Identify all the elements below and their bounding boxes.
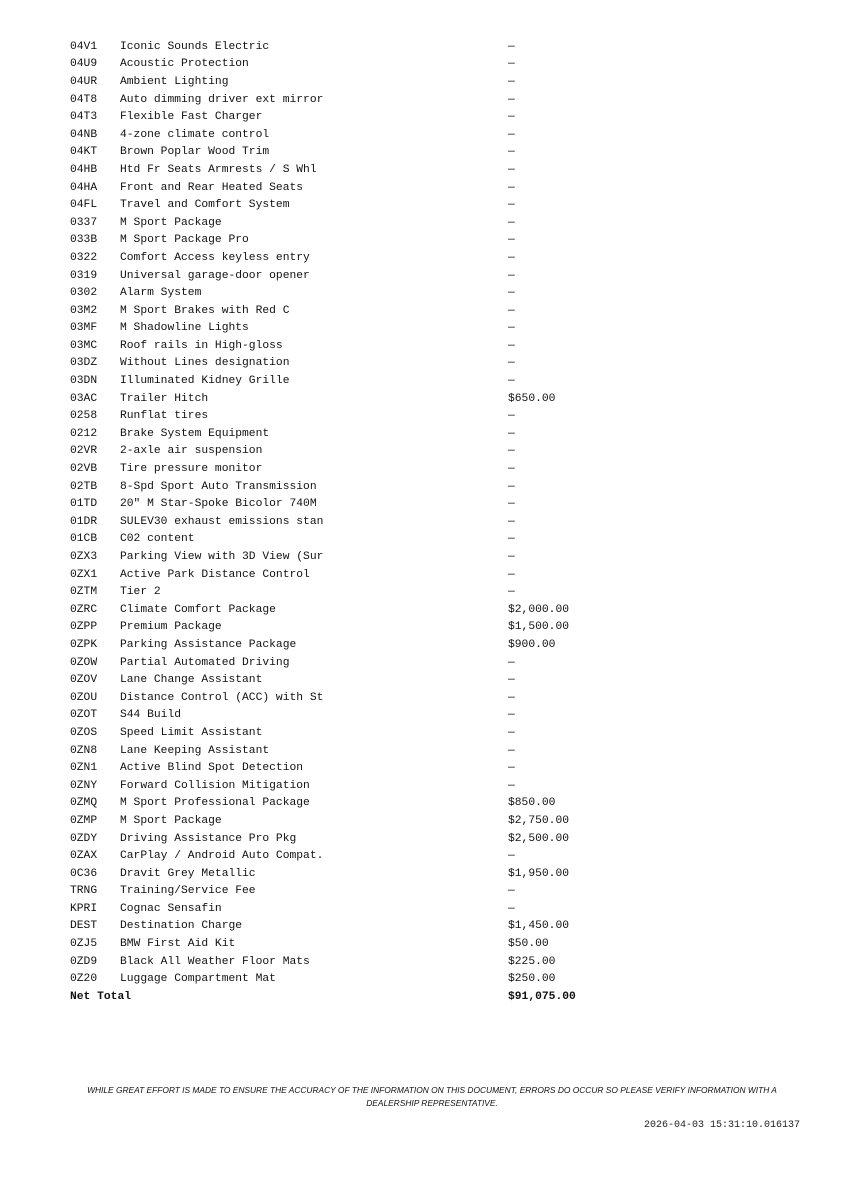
option-price: — bbox=[508, 75, 515, 88]
option-description: Travel and Comfort System bbox=[120, 199, 290, 212]
option-description: Parking View with 3D View (Sur bbox=[120, 551, 324, 564]
option-code: 04T3 bbox=[70, 111, 98, 124]
option-description: 4-zone climate control bbox=[120, 128, 270, 141]
option-code: 0ZPK bbox=[70, 638, 98, 651]
option-row bbox=[70, 812, 628, 830]
disclaimer-text: WHILE GREAT EFFORT IS MADE TO ENSURE THE ACCURACY OF THE INFORMATION ON THIS DOCUMENT, ERRORS DO OCCUR SO PLEASE VERIFY INFORMATION WITH A DEALERSHIP REPRESENTATIVE. bbox=[87, 1085, 777, 1108]
option-price: $900.00 bbox=[508, 638, 556, 651]
option-code: 0302 bbox=[70, 287, 98, 300]
option-row bbox=[70, 144, 628, 162]
option-price: — bbox=[508, 885, 515, 898]
option-row bbox=[70, 724, 628, 742]
option-description: C02 content bbox=[120, 533, 195, 546]
option-code: 0ZOS bbox=[70, 726, 98, 739]
option-row bbox=[70, 232, 628, 250]
net-total-row bbox=[70, 988, 628, 1006]
option-code: 01CB bbox=[70, 533, 98, 546]
option-code: 0319 bbox=[70, 269, 98, 282]
option-description: Climate Comfort Package bbox=[120, 603, 276, 616]
option-description: M Sport Professional Package bbox=[120, 797, 310, 810]
option-description: 8-Spd Sport Auto Transmission bbox=[120, 480, 317, 493]
option-description: Active Blind Spot Detection bbox=[120, 762, 304, 775]
option-price: — bbox=[508, 850, 515, 863]
option-code: 03MC bbox=[70, 339, 98, 352]
option-code: 02TB bbox=[70, 480, 98, 493]
option-price: — bbox=[508, 463, 515, 476]
option-price: — bbox=[508, 251, 515, 264]
option-price: — bbox=[508, 181, 515, 194]
option-row bbox=[70, 460, 628, 478]
option-price: — bbox=[508, 726, 515, 739]
option-description: M Sport Brakes with Red C bbox=[120, 304, 290, 317]
option-code: DEST bbox=[70, 920, 98, 933]
option-row bbox=[70, 865, 628, 883]
option-description: Destination Charge bbox=[120, 920, 243, 933]
option-price: $2,500.00 bbox=[508, 832, 570, 845]
option-row bbox=[70, 636, 628, 654]
option-code: 03MF bbox=[70, 322, 98, 335]
option-code: 0ZN1 bbox=[70, 762, 98, 775]
option-code: KPRI bbox=[70, 902, 98, 915]
option-row bbox=[70, 108, 628, 126]
option-row bbox=[70, 355, 628, 373]
option-price: — bbox=[508, 304, 515, 317]
option-description: Parking Assistance Package bbox=[120, 638, 297, 651]
option-price: — bbox=[508, 269, 515, 282]
option-code: 0ZMQ bbox=[70, 797, 98, 810]
option-price: — bbox=[508, 427, 515, 440]
option-description: Auto dimming driver ext mirror bbox=[120, 93, 324, 106]
option-code: 0322 bbox=[70, 251, 98, 264]
option-code: 0212 bbox=[70, 427, 98, 440]
option-code: 0ZTM bbox=[70, 586, 98, 599]
option-row bbox=[70, 267, 628, 285]
option-code: 03M2 bbox=[70, 304, 98, 317]
option-price: — bbox=[508, 93, 515, 106]
option-description: Driving Assistance Pro Pkg bbox=[120, 832, 297, 845]
option-code: 04UR bbox=[70, 75, 98, 88]
option-description: Comfort Access keyless entry bbox=[120, 251, 310, 264]
option-row bbox=[70, 970, 628, 988]
option-code: 03DZ bbox=[70, 357, 98, 370]
option-price: $2,750.00 bbox=[508, 814, 570, 827]
option-description: Without Lines designation bbox=[120, 357, 290, 370]
option-code: 0ZMP bbox=[70, 814, 98, 827]
option-row bbox=[70, 126, 628, 144]
option-row bbox=[70, 73, 628, 91]
option-row bbox=[70, 91, 628, 109]
option-code: 0ZPP bbox=[70, 621, 98, 634]
option-row bbox=[70, 900, 628, 918]
option-code: 03DN bbox=[70, 375, 98, 388]
option-row bbox=[70, 759, 628, 777]
option-description: 20" M Star-Spoke Bicolor 740M bbox=[120, 498, 317, 511]
option-code: 0ZOU bbox=[70, 691, 98, 704]
option-code: 04NB bbox=[70, 128, 98, 141]
option-code: 02VB bbox=[70, 463, 98, 476]
option-row bbox=[70, 566, 628, 584]
option-price: $1,450.00 bbox=[508, 920, 570, 933]
option-row bbox=[70, 883, 628, 901]
option-row bbox=[70, 320, 628, 338]
option-row bbox=[70, 918, 628, 936]
option-row bbox=[70, 56, 628, 74]
option-description: Cognac Sensafin bbox=[120, 902, 222, 915]
print-timestamp: 2026-04-03 15:31:10.016137 bbox=[643, 1120, 800, 1131]
option-row bbox=[70, 583, 628, 601]
option-row bbox=[70, 830, 628, 848]
option-description: 2-axle air suspension bbox=[120, 445, 263, 458]
option-row bbox=[70, 38, 628, 56]
option-description: Alarm System bbox=[120, 287, 202, 300]
options-table-body bbox=[70, 38, 628, 988]
option-description: Brown Poplar Wood Trim bbox=[120, 146, 270, 159]
option-row bbox=[70, 372, 628, 390]
option-code: 0ZOW bbox=[70, 656, 98, 669]
option-code: TRNG bbox=[70, 885, 98, 898]
option-price: — bbox=[508, 709, 515, 722]
option-description: Trailer Hitch bbox=[120, 392, 209, 405]
option-price: — bbox=[508, 779, 515, 792]
option-row bbox=[70, 935, 628, 953]
option-price: $225.00 bbox=[508, 955, 556, 968]
option-description: Premium Package bbox=[120, 621, 222, 634]
net-total-label: Net Total bbox=[70, 990, 132, 1003]
option-description: M Sport Package Pro bbox=[120, 234, 249, 247]
option-description: S44 Build bbox=[120, 709, 182, 722]
option-row bbox=[70, 179, 628, 197]
option-price: — bbox=[508, 287, 515, 300]
option-price: — bbox=[508, 744, 515, 757]
option-description: Ambient Lighting bbox=[120, 75, 229, 88]
option-code: 04HB bbox=[70, 163, 98, 176]
option-code: 0ZD9 bbox=[70, 955, 98, 968]
option-code: 0ZDY bbox=[70, 832, 98, 845]
option-code: 0ZX1 bbox=[70, 568, 98, 581]
option-code: 0ZRC bbox=[70, 603, 98, 616]
option-code: 03AC bbox=[70, 392, 98, 405]
option-price: — bbox=[508, 902, 515, 915]
option-description: Front and Rear Heated Seats bbox=[120, 181, 304, 194]
option-description: Lane Keeping Assistant bbox=[120, 744, 270, 757]
option-row bbox=[70, 214, 628, 232]
option-description: M Shadowline Lights bbox=[120, 322, 249, 335]
option-row bbox=[70, 742, 628, 760]
option-price: — bbox=[508, 533, 515, 546]
option-code: 0337 bbox=[70, 216, 98, 229]
option-code: 0258 bbox=[70, 410, 98, 423]
option-description: Distance Control (ACC) with St bbox=[120, 691, 324, 704]
option-code: 04T8 bbox=[70, 93, 98, 106]
option-description: Brake System Equipment bbox=[120, 427, 270, 440]
option-description: Tier 2 bbox=[120, 586, 161, 599]
option-price: — bbox=[508, 691, 515, 704]
option-price: — bbox=[508, 498, 515, 511]
option-row bbox=[70, 284, 628, 302]
options-table bbox=[70, 38, 628, 1006]
option-price: — bbox=[508, 656, 515, 669]
option-row bbox=[70, 953, 628, 971]
option-row bbox=[70, 513, 628, 531]
option-price: — bbox=[508, 762, 515, 775]
option-row bbox=[70, 478, 628, 496]
option-row bbox=[70, 548, 628, 566]
option-price: — bbox=[508, 445, 515, 458]
option-description: Runflat tires bbox=[120, 410, 209, 423]
option-price: — bbox=[508, 568, 515, 581]
option-price: $850.00 bbox=[508, 797, 556, 810]
option-code: 04KT bbox=[70, 146, 98, 159]
option-description: Htd Fr Seats Armrests / S Whl bbox=[120, 163, 317, 176]
option-description: SULEV30 exhaust emissions stan bbox=[120, 515, 324, 528]
option-price: — bbox=[508, 322, 515, 335]
option-row bbox=[70, 161, 628, 179]
option-row bbox=[70, 337, 628, 355]
option-code: 0ZOV bbox=[70, 674, 98, 687]
option-row bbox=[70, 443, 628, 461]
option-price: — bbox=[508, 58, 515, 71]
option-price: $1,950.00 bbox=[508, 867, 570, 880]
option-code: 0ZAX bbox=[70, 850, 98, 863]
option-code: 033B bbox=[70, 234, 98, 247]
option-price: $50.00 bbox=[508, 938, 549, 951]
option-price: — bbox=[508, 234, 515, 247]
option-price: $650.00 bbox=[508, 392, 556, 405]
option-code: 0ZN8 bbox=[70, 744, 98, 757]
option-description: Lane Change Assistant bbox=[120, 674, 263, 687]
option-code: 0ZNY bbox=[70, 779, 98, 792]
option-row bbox=[70, 689, 628, 707]
option-description: Partial Automated Driving bbox=[120, 656, 290, 669]
option-description: Acoustic Protection bbox=[120, 58, 249, 71]
option-price: — bbox=[508, 357, 515, 370]
option-price: $1,500.00 bbox=[508, 621, 570, 634]
option-description: Illuminated Kidney Grille bbox=[120, 375, 290, 388]
option-description: Black All Weather Floor Mats bbox=[120, 955, 310, 968]
option-row bbox=[70, 495, 628, 513]
option-description: Tire pressure monitor bbox=[120, 463, 263, 476]
option-price: — bbox=[508, 480, 515, 493]
option-description: CarPlay / Android Auto Compat. bbox=[120, 850, 324, 863]
option-price: — bbox=[508, 146, 515, 159]
option-price: $2,000.00 bbox=[508, 603, 570, 616]
option-price: — bbox=[508, 410, 515, 423]
option-description: Flexible Fast Charger bbox=[120, 111, 263, 124]
option-row bbox=[70, 847, 628, 865]
net-total-value: $91,075.00 bbox=[508, 990, 576, 1003]
option-description: BMW First Aid Kit bbox=[120, 938, 236, 951]
option-price: — bbox=[508, 375, 515, 388]
option-row bbox=[70, 619, 628, 637]
option-price: — bbox=[508, 586, 515, 599]
option-code: 0ZJ5 bbox=[70, 938, 98, 951]
option-row bbox=[70, 707, 628, 725]
option-price: — bbox=[508, 128, 515, 141]
option-code: 02VR bbox=[70, 445, 98, 458]
option-row bbox=[70, 795, 628, 813]
option-price: $250.00 bbox=[508, 973, 556, 986]
option-price: — bbox=[508, 111, 515, 124]
option-description: M Sport Package bbox=[120, 216, 222, 229]
option-description: Universal garage-door opener bbox=[120, 269, 310, 282]
option-price: — bbox=[508, 163, 515, 176]
option-row bbox=[70, 777, 628, 795]
option-row bbox=[70, 425, 628, 443]
option-description: Luggage Compartment Mat bbox=[120, 973, 276, 986]
option-row bbox=[70, 654, 628, 672]
option-code: 01TD bbox=[70, 498, 98, 511]
option-code: 04HA bbox=[70, 181, 98, 194]
option-row bbox=[70, 671, 628, 689]
option-description: Speed Limit Assistant bbox=[120, 726, 263, 739]
option-code: 0Z20 bbox=[70, 973, 98, 986]
option-description: Active Park Distance Control bbox=[120, 568, 310, 581]
option-price: — bbox=[508, 216, 515, 229]
option-description: Training/Service Fee bbox=[120, 885, 256, 898]
option-row bbox=[70, 249, 628, 267]
option-code: 0C36 bbox=[70, 867, 98, 880]
option-row bbox=[70, 531, 628, 549]
option-code: 04FL bbox=[70, 199, 98, 212]
option-description: Dravit Grey Metallic bbox=[120, 867, 256, 880]
option-price: — bbox=[508, 339, 515, 352]
option-description: Forward Collision Mitigation bbox=[120, 779, 310, 792]
option-row bbox=[70, 407, 628, 425]
option-code: 04U9 bbox=[70, 58, 98, 71]
option-row bbox=[70, 302, 628, 320]
option-code: 0ZX3 bbox=[70, 551, 98, 564]
option-price: — bbox=[508, 551, 515, 564]
option-description: M Sport Package bbox=[120, 814, 222, 827]
option-price: — bbox=[508, 199, 515, 212]
option-code: 01DR bbox=[70, 515, 98, 528]
option-description: Iconic Sounds Electric bbox=[120, 40, 270, 53]
option-description: Roof rails in High-gloss bbox=[120, 339, 283, 352]
option-row bbox=[70, 390, 628, 408]
option-price: — bbox=[508, 515, 515, 528]
option-code: 04V1 bbox=[70, 40, 98, 53]
option-code: 0ZOT bbox=[70, 709, 98, 722]
option-row bbox=[70, 601, 628, 619]
option-price: — bbox=[508, 40, 515, 53]
option-row bbox=[70, 196, 628, 214]
option-price: — bbox=[508, 674, 515, 687]
